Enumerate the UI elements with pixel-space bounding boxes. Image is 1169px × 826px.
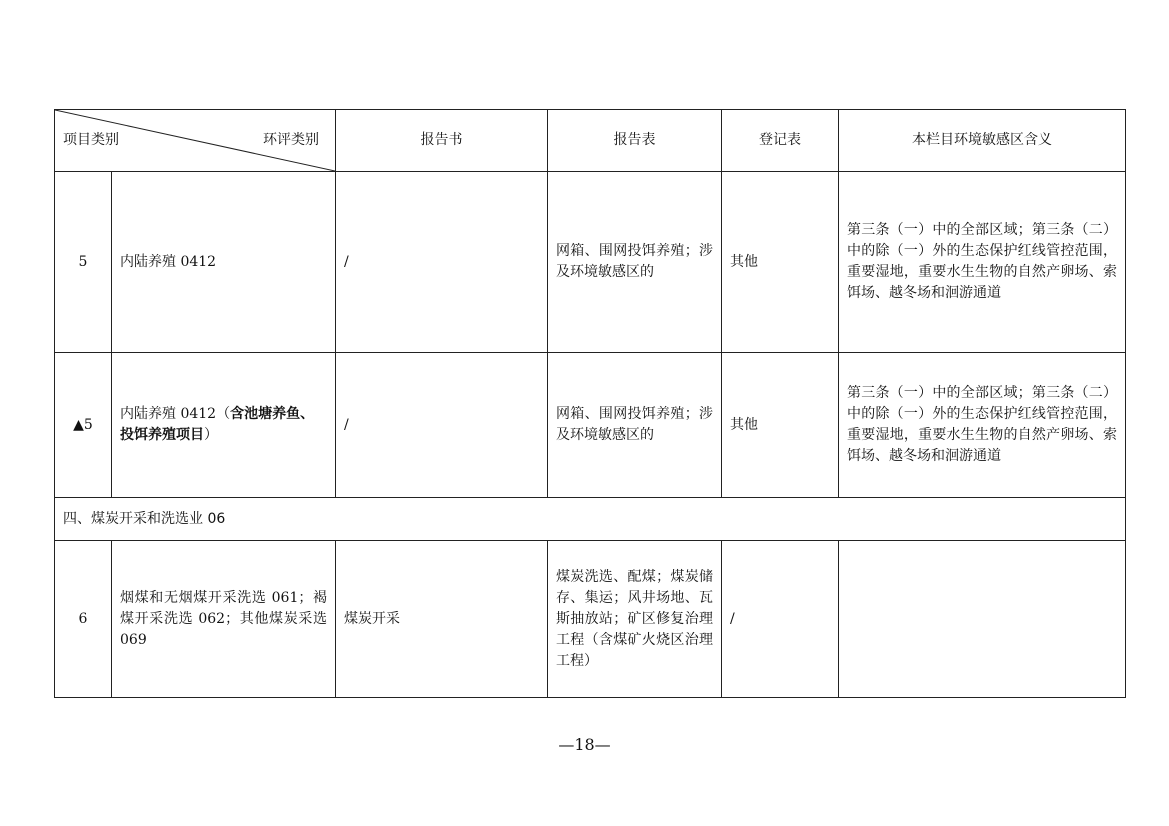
header-sensitive-area: 本栏目环境敏感区含义: [839, 110, 1126, 172]
row-number: 5: [55, 172, 112, 353]
table-row: [55, 353, 1126, 498]
row-report-book: /: [336, 353, 548, 498]
row-registration: /: [722, 541, 839, 698]
header-report-form: 报告表: [548, 110, 722, 172]
row-category: [112, 353, 336, 498]
header-registration: 登记表: [722, 110, 839, 172]
row-number: 6: [55, 541, 112, 698]
section-title: 四、煤炭开采和洗选业 06: [55, 498, 1126, 541]
page-number: —18—: [558, 735, 611, 754]
header-report-book: 报告书: [336, 110, 548, 172]
row-number: ▲5: [55, 353, 112, 498]
row-registration: 其他: [722, 172, 839, 353]
row-report-book: 煤炭开采: [336, 541, 548, 698]
row-sensitive-area: 第三条（一）中的全部区域；第三条（二）中的除（一）外的生态保护红线管控范围，重要湿地，重要水生生物的自然产卵场、索饵场、越冬场和洄游通道: [839, 353, 1126, 498]
row-report-form: 网箱、围网投饵养殖；涉及环境敏感区的: [548, 353, 722, 498]
row-sensitive-area: 第三条（一）中的全部区域；第三条（二）中的除（一）外的生态保护红线管控范围，重要湿地，重要水生生物的自然产卵场、索饵场、越冬场和洄游通道: [839, 172, 1126, 353]
section-header-row: [55, 498, 1126, 541]
diagonal-header-cell: [55, 110, 336, 172]
category-suffix: ）: [204, 427, 218, 443]
row-category-label: 项目类别: [63, 132, 119, 148]
row-report-form: 煤炭洗选、配煤；煤炭储存、集运；风井场地、瓦斯抽放站；矿区修复治理工程（含煤矿火烧区治理工程）: [548, 541, 722, 698]
eia-classification-table: [54, 109, 1126, 698]
table-row: [55, 541, 1126, 698]
row-registration: 其他: [722, 353, 839, 498]
row-report-book: /: [336, 172, 548, 353]
table-row: [55, 172, 1126, 353]
col-category-label: 环评类别: [263, 132, 319, 148]
row-report-form: 网箱、围网投饵养殖；涉及环境敏感区的: [548, 172, 722, 353]
table-header-row: [55, 110, 1126, 172]
row-category: 内陆养殖 0412: [112, 172, 336, 353]
row-sensitive-area: [839, 541, 1126, 698]
row-category: 烟煤和无烟煤开采洗选 061；褐煤开采洗选 062；其他煤炭采选 069: [112, 541, 336, 698]
category-prefix: 内陆养殖 0412（: [120, 406, 231, 422]
category-bold-text: 含池塘养鱼、投饵养殖项目: [120, 406, 315, 443]
